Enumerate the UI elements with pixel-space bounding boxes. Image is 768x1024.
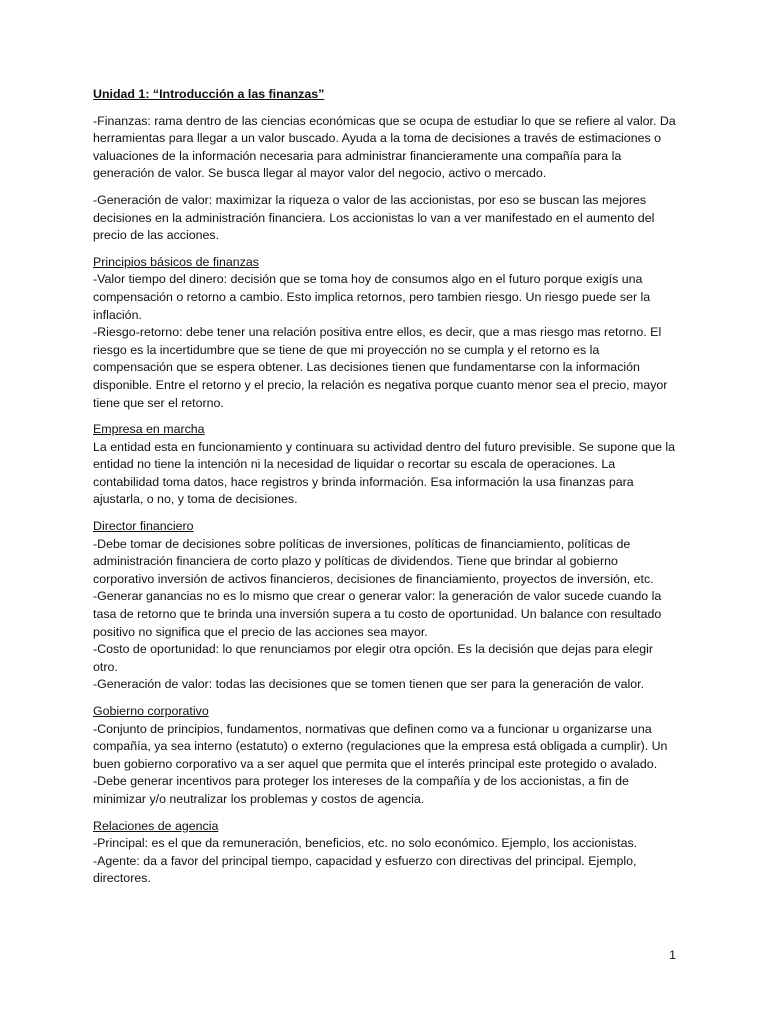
section-heading: Director financiero	[93, 519, 194, 534]
section-heading: Gobierno corporativo	[93, 704, 209, 718]
document-title: Unidad 1: “Introducción a las finanzas”	[93, 87, 325, 101]
section-principios	[93, 254, 681, 412]
page-number: 1	[669, 948, 676, 962]
section-line: -Debe tomar de decisiones sobre políticas de inversiones, políticas de financiamiento, políticas de administración financiera de corto plazo y políticas de dividendos. Tiene que brindar al gobierno corporativo inversión de activos financieros, decisiones de financiamiento, proyectos de inversión, etc.	[93, 536, 654, 586]
section-relaciones-de-agencia	[93, 818, 681, 888]
section-heading: Empresa en marcha	[93, 422, 205, 437]
section-line: -Riesgo-retorno: debe tener una relación positiva entre ellos, es decir, que a mas riesgo mas retorno. El riesgo es la incertidumbre que se tiene de que mi proyección no se cumpla y el retorno es la compensación que se espera obtener. Las decisiones tienen que fundamentarse con la información disponible. Entre el retorno y el precio, la relación es negativa porque cuanto menor sea el precio, mayor tiene que ser el retorno.	[93, 325, 668, 410]
section-heading: Principios básicos de finanzas	[93, 254, 259, 269]
section-line: -Principal: es el que da remuneración, beneficios, etc. no solo económico. Ejemplo, los accionistas.	[93, 836, 638, 851]
intro-paragraph-generacion-valor: -Generación de valor: maximizar la riqueza o valor de las accionistas, por eso se buscan las mejores decisiones en la administración financiera. Los accionistas lo van a ver manifestado en el aumento del precio de las acciones.	[93, 192, 655, 243]
section-line: -Debe generar incentivos para proteger los intereses de la compañía y de los accionistas, a fin de minimizar y/o neutralizar los problemas y costos de agencia.	[93, 774, 629, 806]
intro-paragraph-finanzas: -Finanzas: rama dentro de las ciencias económicas que se ocupa de estudiar lo que se refiere al valor. Da herramientas para llegar a un valor buscado. Ayuda a la toma de decisiones a través de estimaciones o valuaciones de la información necesaria para administrar financieramente una compañía para la generación de valor. Se busca llegar al mayor valor del negocio, activo o mercado.	[93, 113, 676, 181]
section-line: -Generar ganancias no es lo mismo que crear o generar valor: la generación de valor sucede cuando la tasa de retorno que te brinda una inversión supera a tu costo de oportunidad. Un balance con resultado positivo no significa que el precio de las acciones sea mayor.	[93, 589, 662, 639]
section-line: -Generación de valor: todas las decisiones que se tomen tienen que ser para la generación de valor.	[93, 677, 645, 692]
section-line: -Conjunto de principios, fundamentos, normativas que definen como va a funcionar u organizarse una compañía, ya sea interno (estatuto) o externo (regulaciones que la empresa está obligada a cumplir). Un buen gobierno corporativo va a ser aquel que permita que el interés principal este protegido o avalado.	[93, 721, 668, 771]
section-line: La entidad esta en funcionamiento y continuara su actividad dentro del futuro previsible. Se supone que la entidad no tiene la intención ni la necesidad de liquidar o recortar su escala de operaciones. La contabilidad toma datos, hace registros y brinda información. Esa información la usa finanzas para ajustarla, o no, y toma de decisiones.	[93, 439, 676, 507]
section-gobierno-corporativo	[93, 703, 681, 809]
section-line: -Costo de oportunidad: lo que renunciamos por elegir otra opción. Es la decisión que dejas para elegir otro.	[93, 642, 653, 674]
section-heading: Relaciones de agencia	[93, 818, 219, 833]
section-line: -Agente: da a favor del principal tiempo, capacidad y esfuerzo con directivas del principal. Ejemplo, directores.	[93, 853, 637, 886]
section-line: -Valor tiempo del dinero: decisión que se toma hoy de consumos algo en el futuro porque exigís una compensación o retorno a cambio. Esto implica retornos, pero tambien riesgo. Un riesgo puede ser la inflación.	[93, 272, 651, 322]
section-director-financiero	[93, 518, 681, 694]
document-page	[93, 86, 681, 897]
section-empresa-en-marcha	[93, 421, 681, 509]
